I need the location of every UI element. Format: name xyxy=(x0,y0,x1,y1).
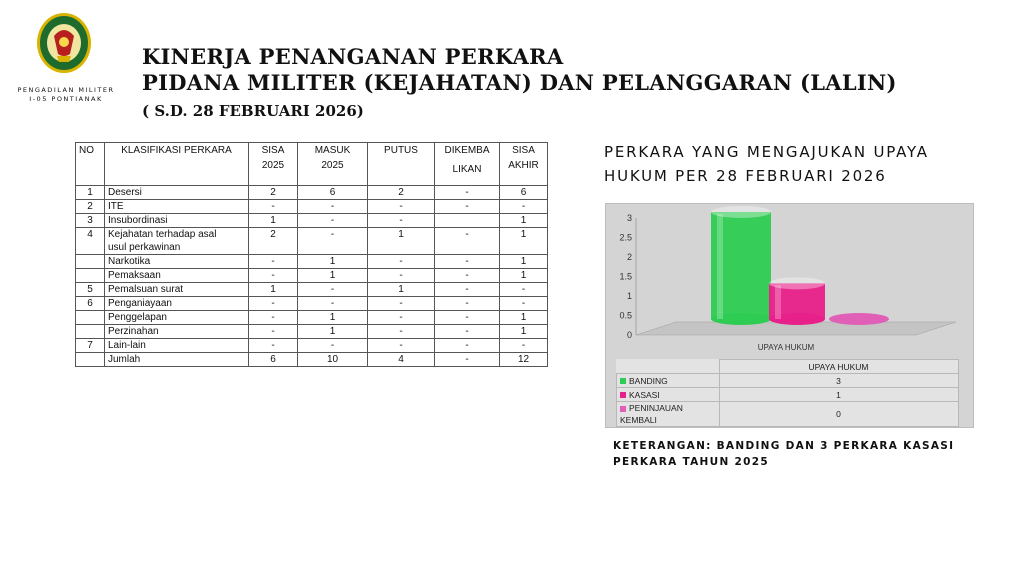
cell-klasifikasi: Kejahatan terhadap asal usul perkawinan xyxy=(105,228,249,255)
cell-klasifikasi: Narkotika xyxy=(105,255,249,269)
cell-sisa-akhir: 1 xyxy=(500,255,548,269)
data-table-row xyxy=(617,402,959,427)
series-swatch xyxy=(620,406,626,412)
table-header-row xyxy=(76,143,548,186)
cell-masuk: - xyxy=(298,339,368,353)
col-sisa-2025: SISA 2025 xyxy=(249,143,298,186)
cell-sisa-2025: - xyxy=(249,339,298,353)
cell-putus: - xyxy=(368,325,435,339)
case-table xyxy=(75,142,548,367)
cell-masuk: - xyxy=(298,200,368,214)
cell-sisa-2025: 2 xyxy=(249,186,298,200)
cell-sisa-akhir: - xyxy=(500,283,548,297)
cell-masuk: - xyxy=(298,283,368,297)
cell-klasifikasi: Penggelapan xyxy=(105,311,249,325)
cell-no xyxy=(76,353,105,367)
cell-masuk: 1 xyxy=(298,255,368,269)
series-label xyxy=(617,402,720,427)
keterangan-note xyxy=(613,438,954,470)
cell-sisa-akhir: 1 xyxy=(500,214,548,228)
cell-masuk: - xyxy=(298,297,368,311)
cell-dikembalikan: - xyxy=(435,255,500,269)
y-tick-label: 2 xyxy=(626,252,632,262)
cell-klasifikasi: Lain-lain xyxy=(105,339,249,353)
y-tick-label: 3 xyxy=(626,213,632,223)
cell-no: 3 xyxy=(76,214,105,228)
cell-sisa-2025: 6 xyxy=(249,353,298,367)
table-row xyxy=(76,200,548,214)
table-row xyxy=(76,339,548,353)
cell-putus: - xyxy=(368,339,435,353)
y-tick-label: 1 xyxy=(626,291,632,301)
bar-highlight xyxy=(775,285,781,319)
cell-masuk: - xyxy=(298,228,368,255)
cell-putus: - xyxy=(368,255,435,269)
cell-no: 1 xyxy=(76,186,105,200)
cell-no: 6 xyxy=(76,297,105,311)
series-value: 0 xyxy=(719,402,958,427)
bar-peninjauan-kembali xyxy=(829,313,889,325)
cell-klasifikasi: Insubordinasi xyxy=(105,214,249,228)
series-label xyxy=(617,374,720,388)
cell-no xyxy=(76,325,105,339)
page-title xyxy=(142,44,897,96)
cell-klasifikasi: ITE xyxy=(105,200,249,214)
cell-masuk: 1 xyxy=(298,325,368,339)
series-swatch xyxy=(620,378,626,384)
upaya-hukum-chart xyxy=(605,203,974,428)
cell-dikembalikan: - xyxy=(435,325,500,339)
cell-sisa-akhir: 1 xyxy=(500,311,548,325)
cell-dikembalikan: - xyxy=(435,269,500,283)
chart-data-table xyxy=(616,359,959,427)
logo-caption-line1: PENGADILAN MILITER xyxy=(17,86,115,94)
cell-putus: 1 xyxy=(368,228,435,255)
table-row xyxy=(76,255,548,269)
series-value: 1 xyxy=(719,388,958,402)
table-row xyxy=(76,297,548,311)
logo-caption xyxy=(10,86,122,104)
cell-sisa-akhir: - xyxy=(500,339,548,353)
cell-no: 2 xyxy=(76,200,105,214)
cell-sisa-akhir: 1 xyxy=(500,228,548,255)
cell-putus: 2 xyxy=(368,186,435,200)
col-masuk: MASUK 2025 xyxy=(298,143,368,186)
series-name: BANDING xyxy=(629,375,668,386)
cell-masuk: 1 xyxy=(298,269,368,283)
cell-dikembalikan: - xyxy=(435,186,500,200)
table-row xyxy=(76,186,548,200)
table-row xyxy=(76,269,548,283)
series-name: KASASI xyxy=(629,389,660,400)
cell-masuk: - xyxy=(298,214,368,228)
table-row xyxy=(76,214,548,228)
bar-highlight xyxy=(717,214,723,319)
logo-caption-line2: I-05 PONTIANAK xyxy=(29,95,103,103)
chart-plot xyxy=(606,204,973,354)
col-putus: PUTUS xyxy=(368,143,435,186)
cell-sisa-2025: - xyxy=(249,269,298,283)
cell-sisa-2025: - xyxy=(249,311,298,325)
cell-putus: - xyxy=(368,269,435,283)
cell-putus: - xyxy=(368,311,435,325)
data-table-header: UPAYA HUKUM xyxy=(719,360,958,374)
cell-dikembalikan: - xyxy=(435,353,500,367)
cell-no: 7 xyxy=(76,339,105,353)
cell-sisa-akhir: 1 xyxy=(500,325,548,339)
cell-dikembalikan: - xyxy=(435,311,500,325)
table-row xyxy=(76,353,548,367)
series-label xyxy=(617,388,720,402)
chart-heading-line2: HUKUM PER 28 FEBRUARI 2026 xyxy=(604,167,887,185)
series-name: PENINJAUAN KEMBALI xyxy=(620,403,683,425)
cell-dikembalikan xyxy=(435,214,500,228)
col-dikembalikan: DIKEMBA LIKAN xyxy=(435,143,500,186)
cell-dikembalikan: - xyxy=(435,200,500,214)
cell-klasifikasi: Penganiayaan xyxy=(105,297,249,311)
col-sisa-akhir: SISA AKHIR xyxy=(500,143,548,186)
cell-klasifikasi: Jumlah xyxy=(105,353,249,367)
cell-dikembalikan: - xyxy=(435,339,500,353)
cell-dikembalikan: - xyxy=(435,228,500,255)
cell-masuk: 6 xyxy=(298,186,368,200)
keterangan-line2: PERKARA TAHUN 2025 xyxy=(613,456,769,468)
cell-sisa-akhir: 1 xyxy=(500,269,548,283)
chart-heading xyxy=(604,140,929,188)
cell-klasifikasi: Desersi xyxy=(105,186,249,200)
court-logo xyxy=(36,12,92,78)
cell-klasifikasi: Perzinahan xyxy=(105,325,249,339)
y-tick-label: 0.5 xyxy=(619,310,632,321)
cell-putus: - xyxy=(368,297,435,311)
cell-sisa-2025: - xyxy=(249,200,298,214)
y-tick-label: 1.5 xyxy=(619,271,632,282)
cell-putus: 1 xyxy=(368,283,435,297)
table-row xyxy=(76,325,548,339)
cell-sisa-2025: 1 xyxy=(249,283,298,297)
table-row xyxy=(76,228,548,255)
x-axis-label: UPAYA HUKUM xyxy=(757,343,815,352)
cell-sisa-akhir: - xyxy=(500,297,548,311)
cell-dikembalikan: - xyxy=(435,283,500,297)
page-subtitle: ( S.D. 28 FEBRUARI 2026) xyxy=(142,102,364,120)
cell-no: 5 xyxy=(76,283,105,297)
cell-klasifikasi: Pemalsuan surat xyxy=(105,283,249,297)
keterangan-line1: KETERANGAN: BANDING DAN 3 PERKARA KASASI xyxy=(613,440,955,452)
cell-sisa-2025: - xyxy=(249,297,298,311)
col-no: NO xyxy=(76,143,105,186)
series-swatch xyxy=(620,392,626,398)
table-row xyxy=(76,283,548,297)
cell-sisa-2025: 1 xyxy=(249,214,298,228)
cell-sisa-2025: 2 xyxy=(249,228,298,255)
data-table-header-row xyxy=(617,360,959,374)
y-tick-label: 0 xyxy=(626,330,632,340)
data-table-row xyxy=(617,374,959,388)
cell-putus: - xyxy=(368,214,435,228)
cell-no xyxy=(76,255,105,269)
cell-sisa-2025: - xyxy=(249,255,298,269)
cell-no xyxy=(76,269,105,283)
cell-masuk: 1 xyxy=(298,311,368,325)
cell-masuk: 10 xyxy=(298,353,368,367)
y-tick-label: 2.5 xyxy=(619,232,632,243)
cell-sisa-akhir: 12 xyxy=(500,353,548,367)
cell-dikembalikan: - xyxy=(435,297,500,311)
cell-putus: - xyxy=(368,200,435,214)
cell-klasifikasi: Pemaksaan xyxy=(105,269,249,283)
page-title-line1: KINERJA PENANGANAN PERKARA xyxy=(142,44,564,69)
col-klasifikasi: KLASIFIKASI PERKARA xyxy=(105,143,249,186)
series-value: 3 xyxy=(719,374,958,388)
page-title-line2: PIDANA MILITER (KEJAHATAN) DAN PELANGGARAN (LALIN) xyxy=(142,70,897,95)
cell-putus: 4 xyxy=(368,353,435,367)
cell-sisa-akhir: 6 xyxy=(500,186,548,200)
cell-sisa-akhir: - xyxy=(500,200,548,214)
cell-no: 4 xyxy=(76,228,105,255)
data-table-row xyxy=(617,388,959,402)
cell-sisa-2025: - xyxy=(249,325,298,339)
table-row xyxy=(76,311,548,325)
cell-no xyxy=(76,311,105,325)
chart-heading-line1: PERKARA YANG MENGAJUKAN UPAYA xyxy=(604,143,929,161)
